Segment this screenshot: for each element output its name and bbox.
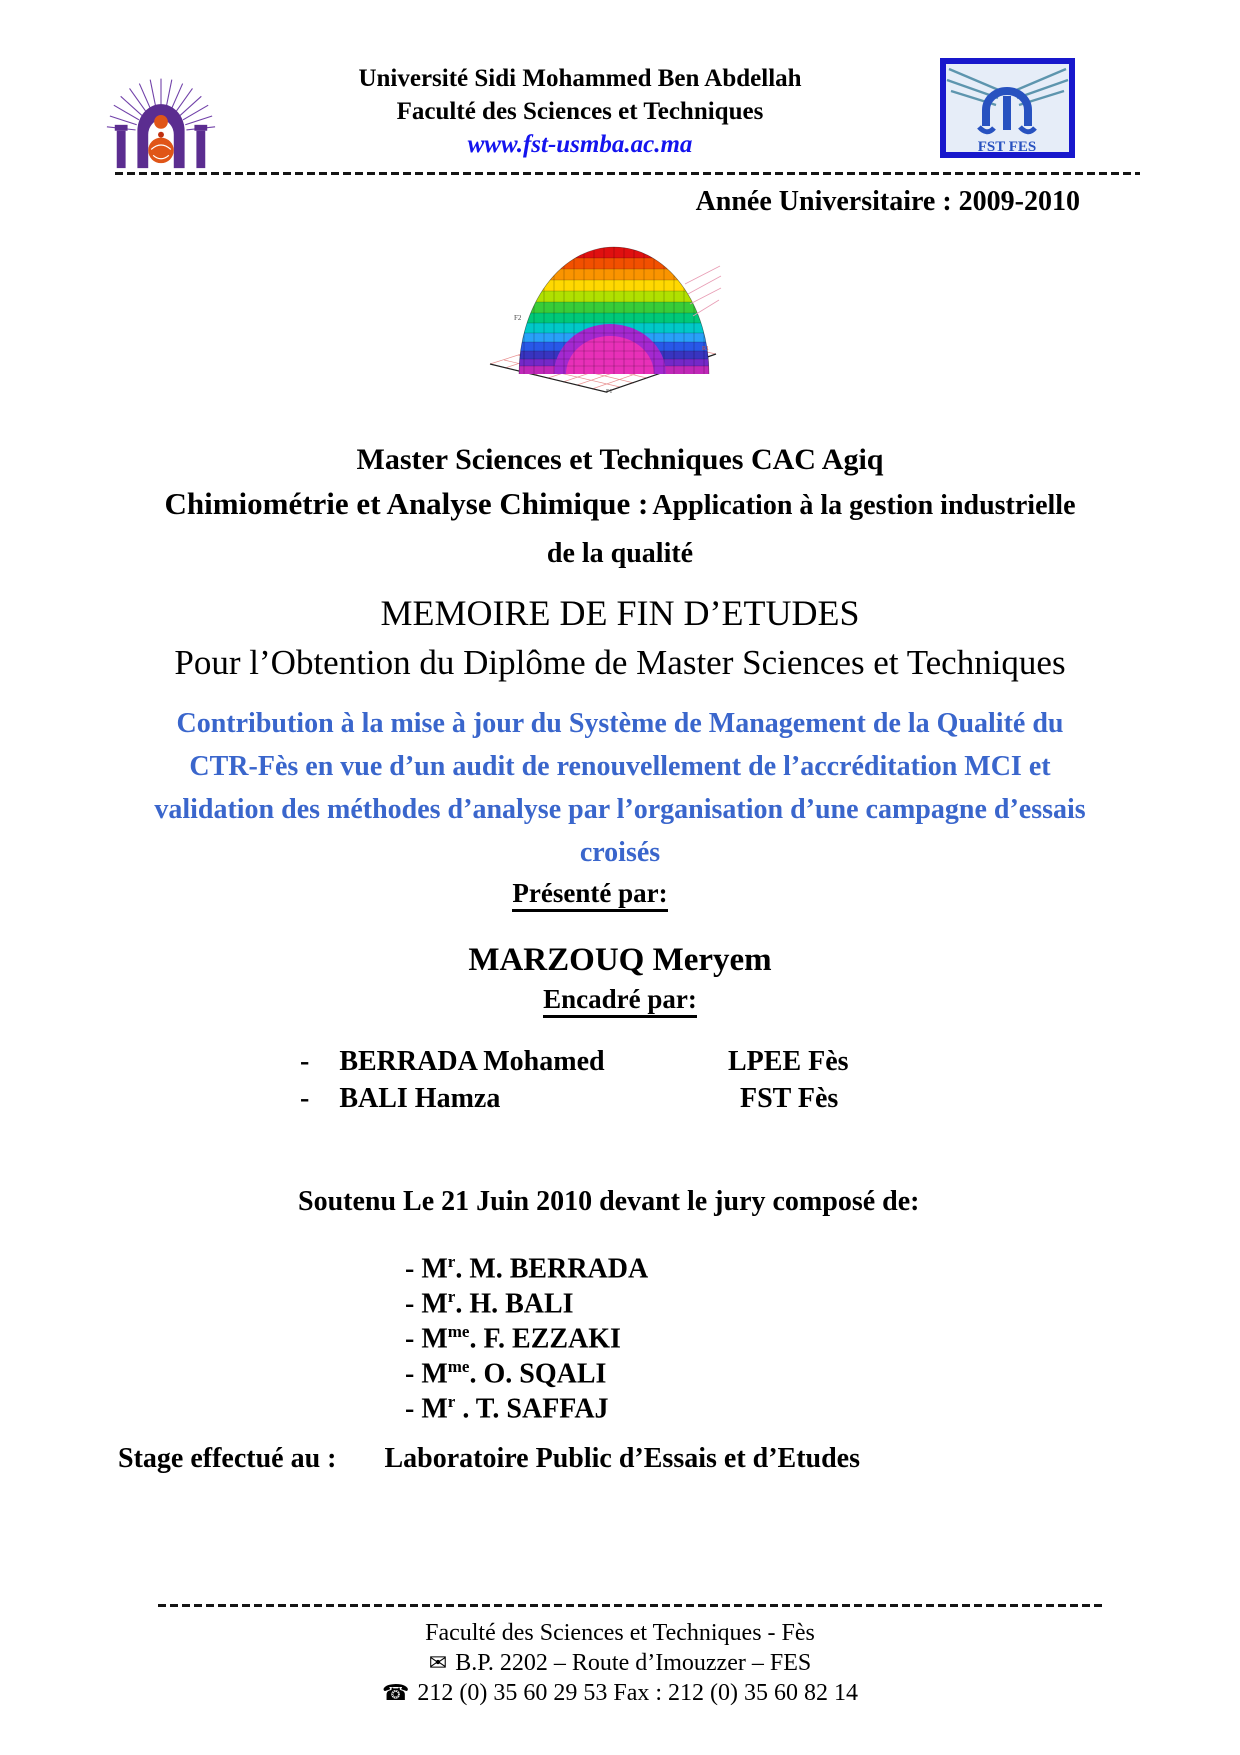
thesis-line: CTR-Fès en vue d’un audit de renouvellement de l’accréditation MCI et <box>189 751 1051 782</box>
fst-fes-logo <box>940 58 1075 163</box>
thesis-line: croisés <box>579 837 661 868</box>
footer-address: ✉ B.P. 2202 – Route d’Imouzzer – FES <box>428 1650 812 1676</box>
faculty-name: Faculté des Sciences et Techniques <box>396 98 764 125</box>
internship-label: Stage effectué au : <box>118 1443 337 1474</box>
mail-icon: ✉ <box>428 1650 448 1675</box>
advisor-org: LPEE Fès <box>728 1046 849 1077</box>
program-line1: Master Sciences et Techniques CAC Agiq <box>356 443 884 476</box>
response-surface-icon <box>488 226 722 396</box>
header-divider <box>115 172 1140 175</box>
advisor-dash: - <box>300 1083 310 1114</box>
jury-member: - $M^{me}$. O. SQALI <box>405 1357 607 1390</box>
thesis-line: Contribution à la mise à jour du Système de Management de la Qualité du <box>176 708 1064 739</box>
surface-plot-figure <box>488 226 722 401</box>
advisor-org: FST Fès <box>740 1083 839 1114</box>
axis-label-f1: F1 <box>606 389 613 395</box>
program-line2-main: Chimiométrie et Analyse Chimique : <box>164 486 649 521</box>
presented-by-label: Présenté par: <box>0 878 1180 909</box>
program-line3: de la qualité <box>546 538 694 569</box>
advisor-name: BALI Hamza <box>339 1083 501 1114</box>
internship-place: Laboratoire Public d’Essais et d’Etudes <box>384 1443 861 1474</box>
internship-line <box>118 1443 860 1475</box>
program-title-block <box>0 438 1240 576</box>
academic-year: Année Universitaire : 2009-2010 <box>695 186 1080 217</box>
jury-member: - $M^r$. M. BERRADA <box>405 1252 649 1285</box>
fst-fes-icon <box>940 58 1075 158</box>
supervised-by-label: Encadré par: <box>0 984 1240 1015</box>
fst-fes-label: FST FES <box>977 139 1037 155</box>
student-name: MARZOUQ Meryem <box>468 942 772 978</box>
header-text <box>160 62 1000 161</box>
footer-faculty: Faculté des Sciences et Techniques - Fès <box>425 1620 815 1646</box>
axis-label-r1: R1 <box>702 346 710 352</box>
defense-intro: Soutenu Le 21 Juin 2010 devant le jury composé de: <box>298 1186 920 1217</box>
program-line2-sub: Application à la gestion industrielle <box>652 490 1076 521</box>
memoire-title: MEMOIRE DE FIN D’ETUDES <box>380 593 860 633</box>
footer-phone: ☎ 212 (0) 35 60 29 53 Fax : 212 (0) 35 60 82 14 <box>381 1680 859 1706</box>
memoire-heading <box>0 588 1240 688</box>
memoire-subtitle: Pour l’Obtention du Diplôme de Master Sciences et Techniques <box>174 643 1066 682</box>
advisor-name: BERRADA Mohamed <box>339 1046 605 1077</box>
advisor-row <box>300 1083 1000 1115</box>
footer-divider <box>158 1604 1102 1607</box>
jury-member: - $M^{me}$. F. EZZAKI <box>405 1322 621 1355</box>
phone-icon: ☎ <box>381 1680 410 1705</box>
advisor-dash: - <box>300 1046 310 1077</box>
university-name: Université Sidi Mohammed Ben Abdellah <box>358 65 802 92</box>
jury-member: - $M^r$ . T. SAFFAJ <box>405 1392 609 1425</box>
thesis-line: validation des méthodes d’analyse par l’organisation d’une campagne d’essais <box>154 794 1086 825</box>
advisor-row <box>300 1046 1000 1078</box>
axis-label-f2: F2 <box>514 314 522 322</box>
jury-member: - $M^r$. H. BALI <box>405 1287 574 1320</box>
website-link[interactable]: www.fst-usmba.ac.ma <box>467 131 693 158</box>
thesis-title <box>60 702 1180 874</box>
